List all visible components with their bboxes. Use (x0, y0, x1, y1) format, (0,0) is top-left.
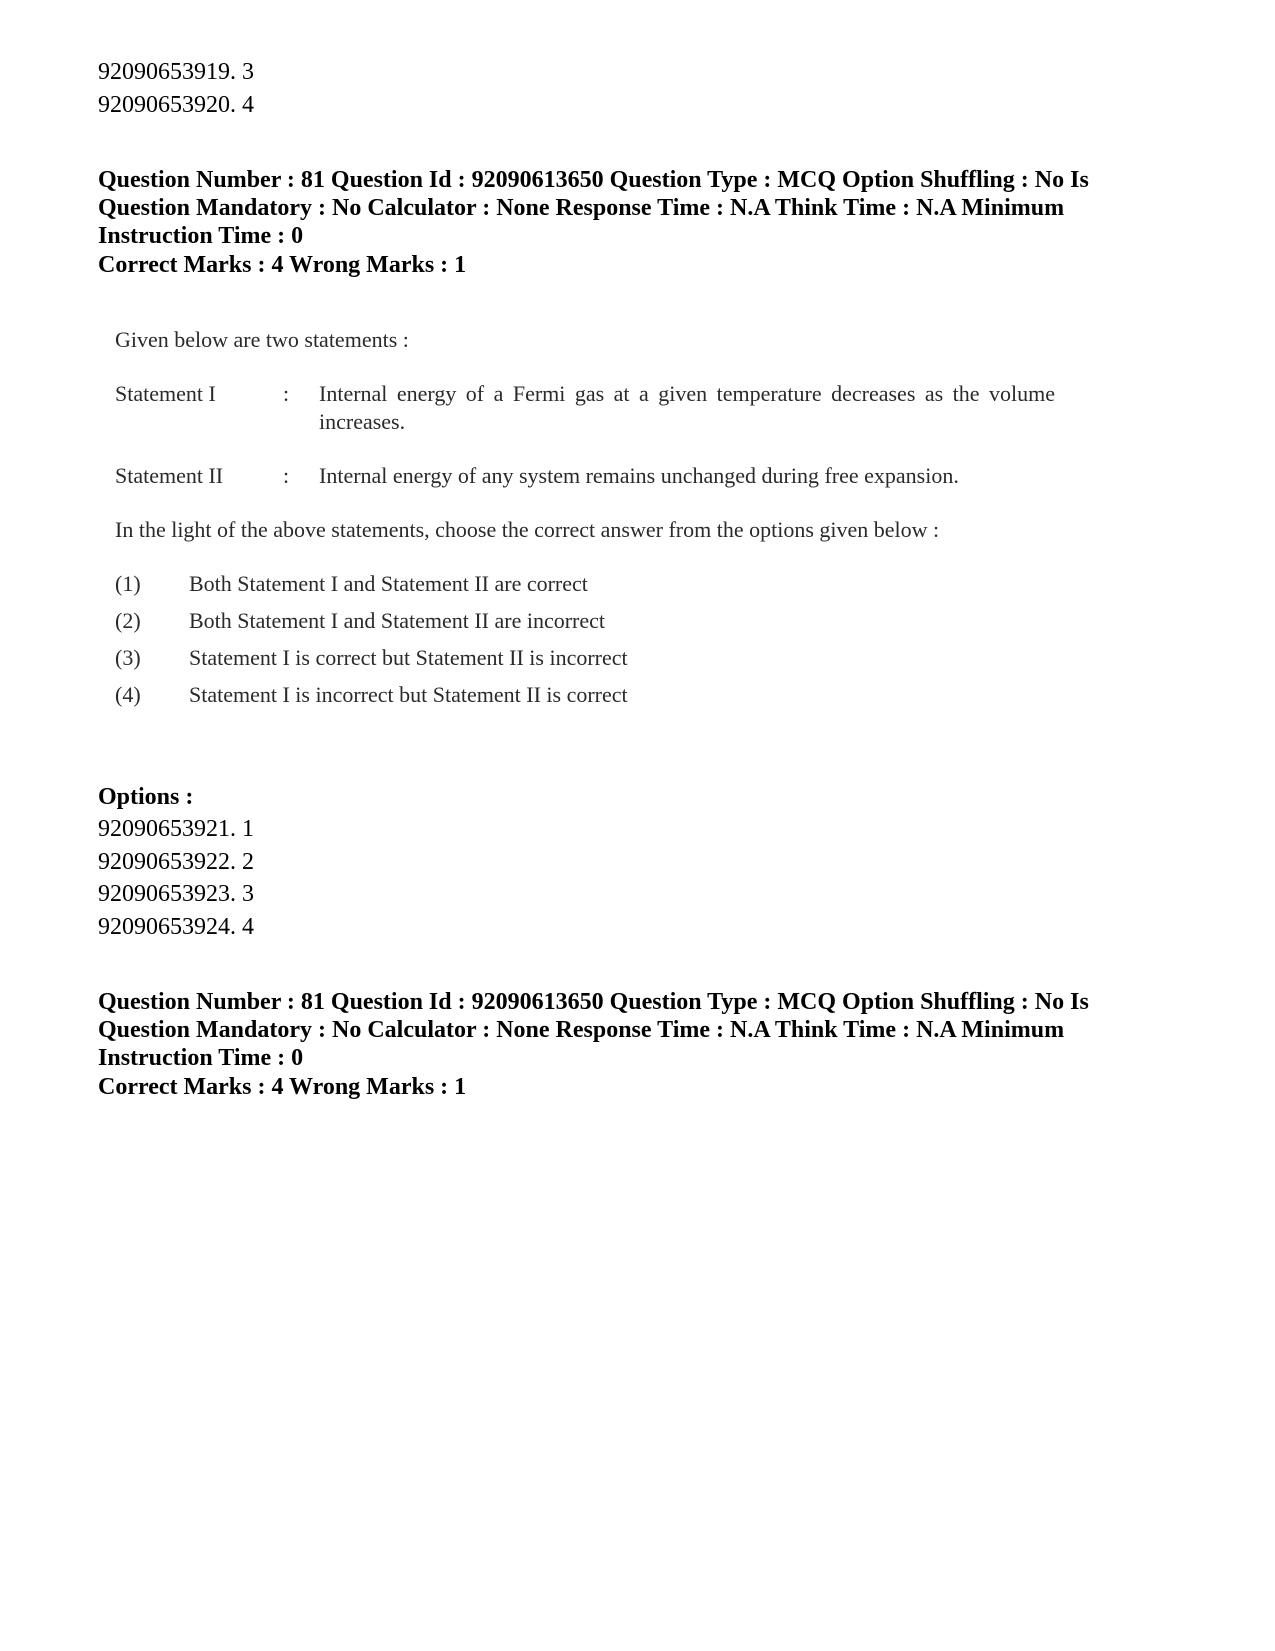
statement-colon: : (283, 381, 290, 406)
statement-label: Statement II (115, 463, 224, 488)
option-id-3: 92090653923. 3 (98, 881, 254, 907)
question-instruction: In the light of the above statements, choose the correct answer from the options given below : (115, 517, 940, 542)
option-id-4: 92090653924. 4 (98, 914, 254, 940)
choice-text: Statement I is correct but Statement II is incorrect (189, 645, 628, 670)
statement-text: Internal energy of a Fermi gas at a given temperature decreases as the volume increases. (319, 381, 1055, 434)
question-marks: Correct Marks : 4 Wrong Marks : 1 (98, 252, 467, 278)
answer-choice (115, 644, 1055, 681)
choice-text: Both Statement I and Statement II are incorrect (189, 608, 606, 633)
statement-colon: : (283, 463, 290, 488)
choice-number: (4) (115, 682, 141, 707)
previous-option-3: 92090653919. 3 (98, 59, 254, 85)
option-id-2: 92090653922. 2 (98, 849, 254, 875)
choice-number: (1) (115, 571, 141, 596)
choice-text: Statement I is incorrect but Statement II is correct (189, 682, 628, 707)
statement-2 (115, 462, 1055, 490)
choice-number: (3) (115, 645, 141, 670)
question-meta: Question Number : 81 Question Id : 92090613650 Question Type : MCQ Option Shuffling : No Is Question Mandatory : No Calculator : None Response Time : N.A Think Time : N.A Minimum Instruction Time : 0 (98, 989, 1089, 1071)
statement-1 (115, 380, 1055, 436)
answer-choice (115, 607, 1055, 644)
question-body (115, 326, 1055, 718)
previous-option-4: 92090653920. 4 (98, 92, 254, 118)
answer-choices (115, 570, 1055, 718)
option-id-1: 92090653921. 1 (98, 816, 254, 842)
question-intro: Given below are two statements : (115, 327, 409, 352)
question-meta: Question Number : 81 Question Id : 92090613650 Question Type : MCQ Option Shuffling : No Is Question Mandatory : No Calculator : None Response Time : N.A Think Time : N.A Minimum Instruction Time : 0 (98, 167, 1089, 249)
statement-text: Internal energy of any system remains unchanged during free expansion. (319, 463, 959, 488)
question-marks: Correct Marks : 4 Wrong Marks : 1 (98, 1074, 467, 1100)
options-heading: Options : (98, 784, 194, 810)
statement-label: Statement I (115, 381, 216, 406)
answer-choice (115, 681, 1055, 718)
answer-choice (115, 570, 1055, 607)
choice-number: (2) (115, 608, 141, 633)
choice-text: Both Statement I and Statement II are correct (189, 571, 588, 596)
